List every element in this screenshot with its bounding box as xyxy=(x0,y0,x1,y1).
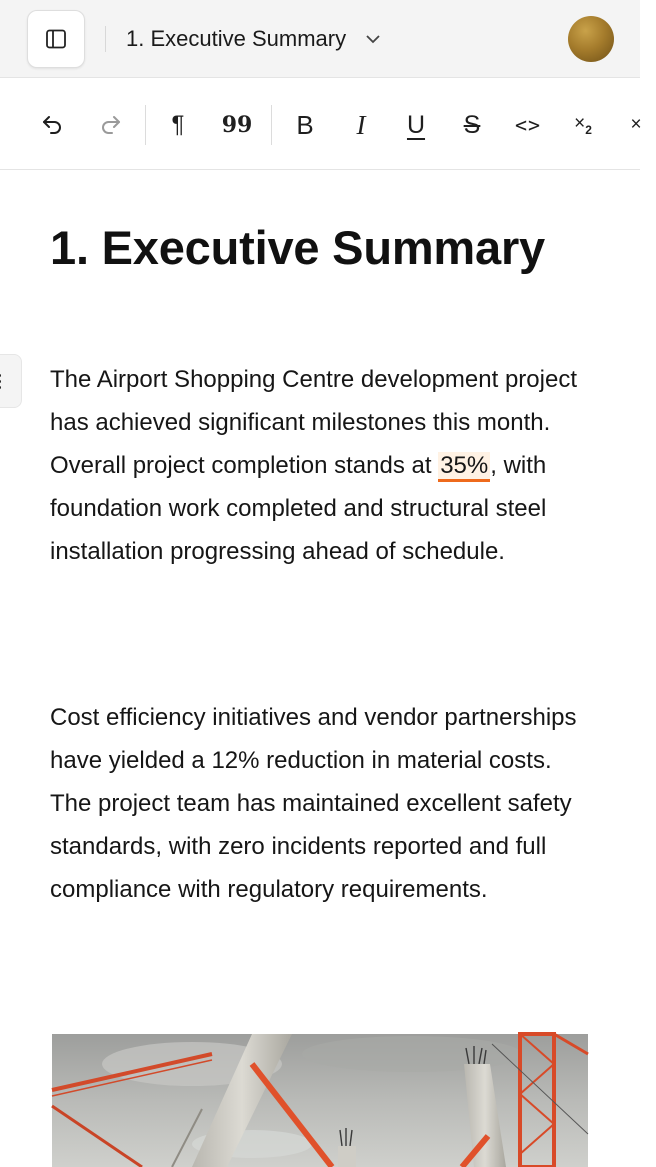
sidebar-panel-icon xyxy=(44,27,68,51)
underline-icon: U xyxy=(406,110,426,139)
construction-photo-illustration xyxy=(52,1034,588,1167)
block-drag-handle[interactable] xyxy=(0,354,22,408)
superscript-button[interactable] xyxy=(616,105,656,145)
strikethrough-button[interactable] xyxy=(452,105,492,145)
toolbar-separator xyxy=(271,105,272,145)
redo-icon xyxy=(99,113,123,137)
subscript-button[interactable] xyxy=(563,105,603,145)
avatar[interactable] xyxy=(568,16,614,62)
document-heading[interactable]: 1. Executive Summary xyxy=(50,221,545,274)
italic-icon: I xyxy=(356,109,366,140)
undo-icon xyxy=(40,113,64,137)
chevron-down-icon xyxy=(364,33,382,45)
document-title-dropdown[interactable] xyxy=(118,22,390,56)
undo-button[interactable] xyxy=(32,105,72,145)
underline-button[interactable] xyxy=(396,105,436,145)
toolbar-separator xyxy=(145,105,146,145)
superscript-icon: × xyxy=(630,114,642,135)
subscript-base: × xyxy=(574,113,586,135)
italic-button[interactable] xyxy=(341,105,381,145)
highlighted-completion-value[interactable]: 35% xyxy=(438,452,490,482)
code-icon: <> xyxy=(514,113,542,137)
document-title: 1. Executive Summary xyxy=(126,26,347,51)
paragraph-1-text-start: The Airport Shopping Centre development project has achieved significant milestones this month. Overall project completion stands at xyxy=(50,366,577,479)
quote-icon: 99 xyxy=(221,112,253,138)
top-bar xyxy=(0,0,640,78)
strikethrough-icon: S xyxy=(463,110,481,139)
paragraph-1[interactable] xyxy=(50,358,590,573)
paragraph-icon: ¶ xyxy=(171,111,185,138)
blockquote-button[interactable] xyxy=(217,105,257,145)
topbar-divider xyxy=(105,26,106,52)
subscript-digit: 2 xyxy=(585,122,592,137)
formatting-toolbar xyxy=(0,79,640,170)
paragraph-2[interactable]: Cost efficiency initiatives and vendor partnerships have yielded a 12% reduction in material costs. The project team has maintained excellent safety standards, with zero incidents reported and full compliance with regulatory requirements. xyxy=(50,704,577,903)
construction-site-image[interactable] xyxy=(52,1034,588,1167)
paragraph-button[interactable] xyxy=(158,105,198,145)
code-button[interactable] xyxy=(508,105,548,145)
bold-button[interactable] xyxy=(285,105,325,145)
paragraph-1-text-end: , with foundation work completed and structural steel installation progressing ahead of schedule. xyxy=(50,452,547,565)
bold-icon: B xyxy=(296,109,314,140)
sidebar-toggle-button[interactable] xyxy=(27,10,85,68)
subscript-icon xyxy=(574,113,592,137)
drag-dots-icon xyxy=(0,374,1,389)
redo-button[interactable] xyxy=(91,105,131,145)
